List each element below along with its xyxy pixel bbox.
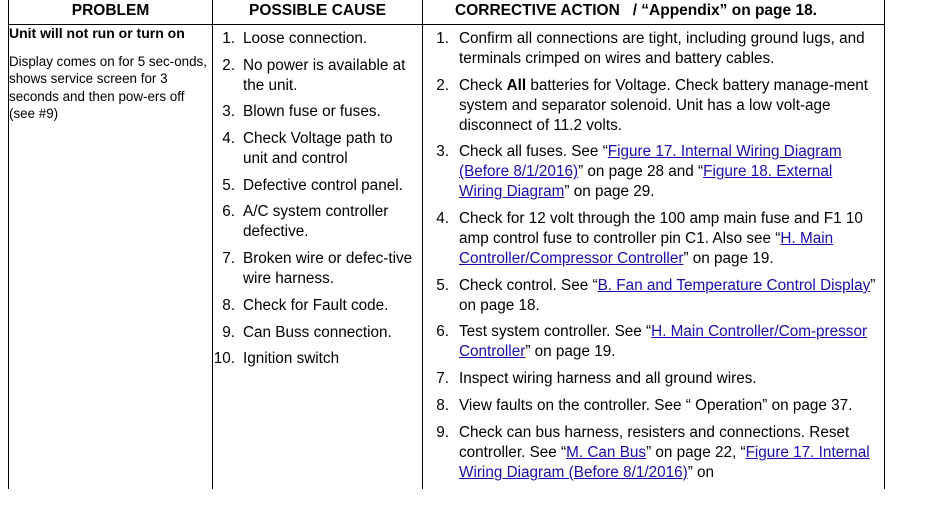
item-text: Broken wire or defec-tive wire harness. — [243, 250, 413, 288]
item-text: Check — [459, 76, 507, 94]
item-number: 8. — [436, 396, 449, 414]
item-text: Can Buss connection. — [243, 323, 392, 341]
item-number: 10. — [213, 350, 235, 368]
item-number: 1. — [436, 30, 449, 47]
item-text: View faults on the controller. See “ Operation” on page 37. — [459, 396, 853, 414]
list-item — [213, 29, 422, 49]
list-item — [423, 423, 884, 483]
list-item — [213, 176, 422, 196]
item-text: No power is available at the unit. — [243, 56, 406, 94]
item-text: Check control. See “ — [459, 276, 598, 294]
action-list — [423, 25, 884, 483]
list-item — [213, 349, 422, 369]
cause-cell — [213, 25, 423, 490]
item-text: ” on — [687, 463, 715, 481]
item-text: Ignition switch — [243, 350, 340, 368]
item-text: Check for 12 volt through the 100 amp main fuse and F1 10 amp control fuse to controller pin C1. Also see “ — [459, 210, 863, 248]
item-text: ” on page 19. — [683, 250, 774, 268]
item-number: 8. — [222, 296, 235, 314]
main-controller-link[interactable]: H. Main Controller/Compressor Controller — [459, 230, 834, 268]
item-text: ” on page 22, “ — [646, 443, 746, 461]
list-item — [213, 102, 422, 122]
header-possible-cause: POSSIBLE CAUSE — [213, 0, 423, 25]
list-item — [423, 322, 884, 362]
item-number: 9. — [222, 323, 235, 341]
list-item — [213, 249, 422, 289]
list-item — [423, 29, 884, 69]
list-item — [423, 142, 884, 202]
main-controller-link[interactable]: H. Main Controller/Com-pressor Controller — [459, 323, 868, 361]
item-number: 3. — [222, 103, 235, 121]
item-number: 1. — [222, 30, 235, 47]
list-item — [213, 202, 422, 242]
item-number: 2. — [222, 56, 235, 74]
item-text: ” on page 19. — [525, 343, 616, 361]
header-action-label: CORRECTIVE ACTION — [455, 2, 620, 19]
item-number: 5. — [222, 176, 235, 194]
item-text: Loose connection. — [243, 30, 368, 47]
item-number: 9. — [436, 423, 449, 441]
item-number: 4. — [222, 130, 235, 148]
item-text: Inspect wiring harness and all ground wires. — [459, 370, 757, 388]
problem-cell — [9, 25, 213, 490]
list-item — [423, 369, 884, 389]
item-text: Confirm all connections are tight, including ground lugs, and terminals crimped on wires and battery cables. — [459, 30, 865, 67]
header-problem: PROBLEM — [9, 0, 213, 25]
item-text: Blown fuse or fuses. — [243, 103, 381, 121]
item-text: ” on page 18. — [459, 276, 876, 314]
item-text: A/C system controller defective. — [243, 203, 389, 241]
item-number: 2. — [436, 76, 449, 94]
fan-temperature-display-link[interactable]: B. Fan and Temperature Control Display — [597, 276, 871, 294]
list-item — [423, 76, 884, 136]
item-text: Check can bus harness, resisters and connections. Reset controller. See “ — [459, 423, 850, 461]
list-item — [213, 296, 422, 316]
list-item — [213, 129, 422, 169]
item-number: 7. — [222, 250, 235, 268]
list-item — [423, 209, 884, 269]
item-text: ” on page 29. — [564, 183, 655, 201]
header-appendix-note: / “Appendix” on page 18. — [632, 2, 817, 19]
action-cell — [423, 25, 885, 490]
item-text: batteries for Voltage. Check battery manage-ment system and separator solenoid. Unit has a low volt-age disconnect of 11.2 volts. — [459, 76, 868, 134]
item-number: 5. — [436, 276, 449, 294]
item-text: Check for Fault code. — [243, 296, 389, 314]
item-number: 4. — [436, 210, 449, 228]
figure-17-link[interactable]: Figure 17. Internal Wiring Diagram (Before 8/1/2016) — [459, 443, 870, 481]
list-item — [213, 56, 422, 96]
troubleshooting-table — [8, 0, 885, 489]
item-number: 6. — [436, 323, 449, 341]
list-item — [423, 276, 884, 316]
item-text: Test system controller. See “ — [459, 323, 652, 341]
figure-17-link[interactable]: Figure 17. Internal Wiring Diagram (Before 8/1/2016) — [459, 143, 842, 181]
item-number: 6. — [222, 203, 235, 221]
item-number: 3. — [436, 143, 449, 161]
problem-detail: Display comes on for 5 sec-onds, shows service screen for 3 seconds and then pow-ers off (see #9) — [9, 53, 207, 122]
header-row — [9, 0, 885, 25]
item-number: 7. — [436, 370, 449, 388]
cause-list — [213, 25, 422, 369]
problem-title: Unit will not run or turn on — [9, 25, 185, 41]
can-bus-link[interactable]: M. Can Bus — [566, 443, 647, 461]
list-item — [423, 396, 884, 416]
item-text: Check all fuses. See “ — [459, 143, 608, 161]
item-text: Defective control panel. — [243, 176, 403, 194]
item-text: Check Voltage path to unit and control — [243, 130, 393, 168]
table-row — [9, 25, 885, 490]
header-corrective-action — [423, 0, 885, 25]
list-item — [213, 323, 422, 343]
figure-18-link[interactable]: Figure 18. External Wiring Diagram — [459, 163, 833, 201]
item-text: ” on page 28 and “ — [578, 163, 704, 181]
emphasis-text: All — [506, 76, 527, 94]
